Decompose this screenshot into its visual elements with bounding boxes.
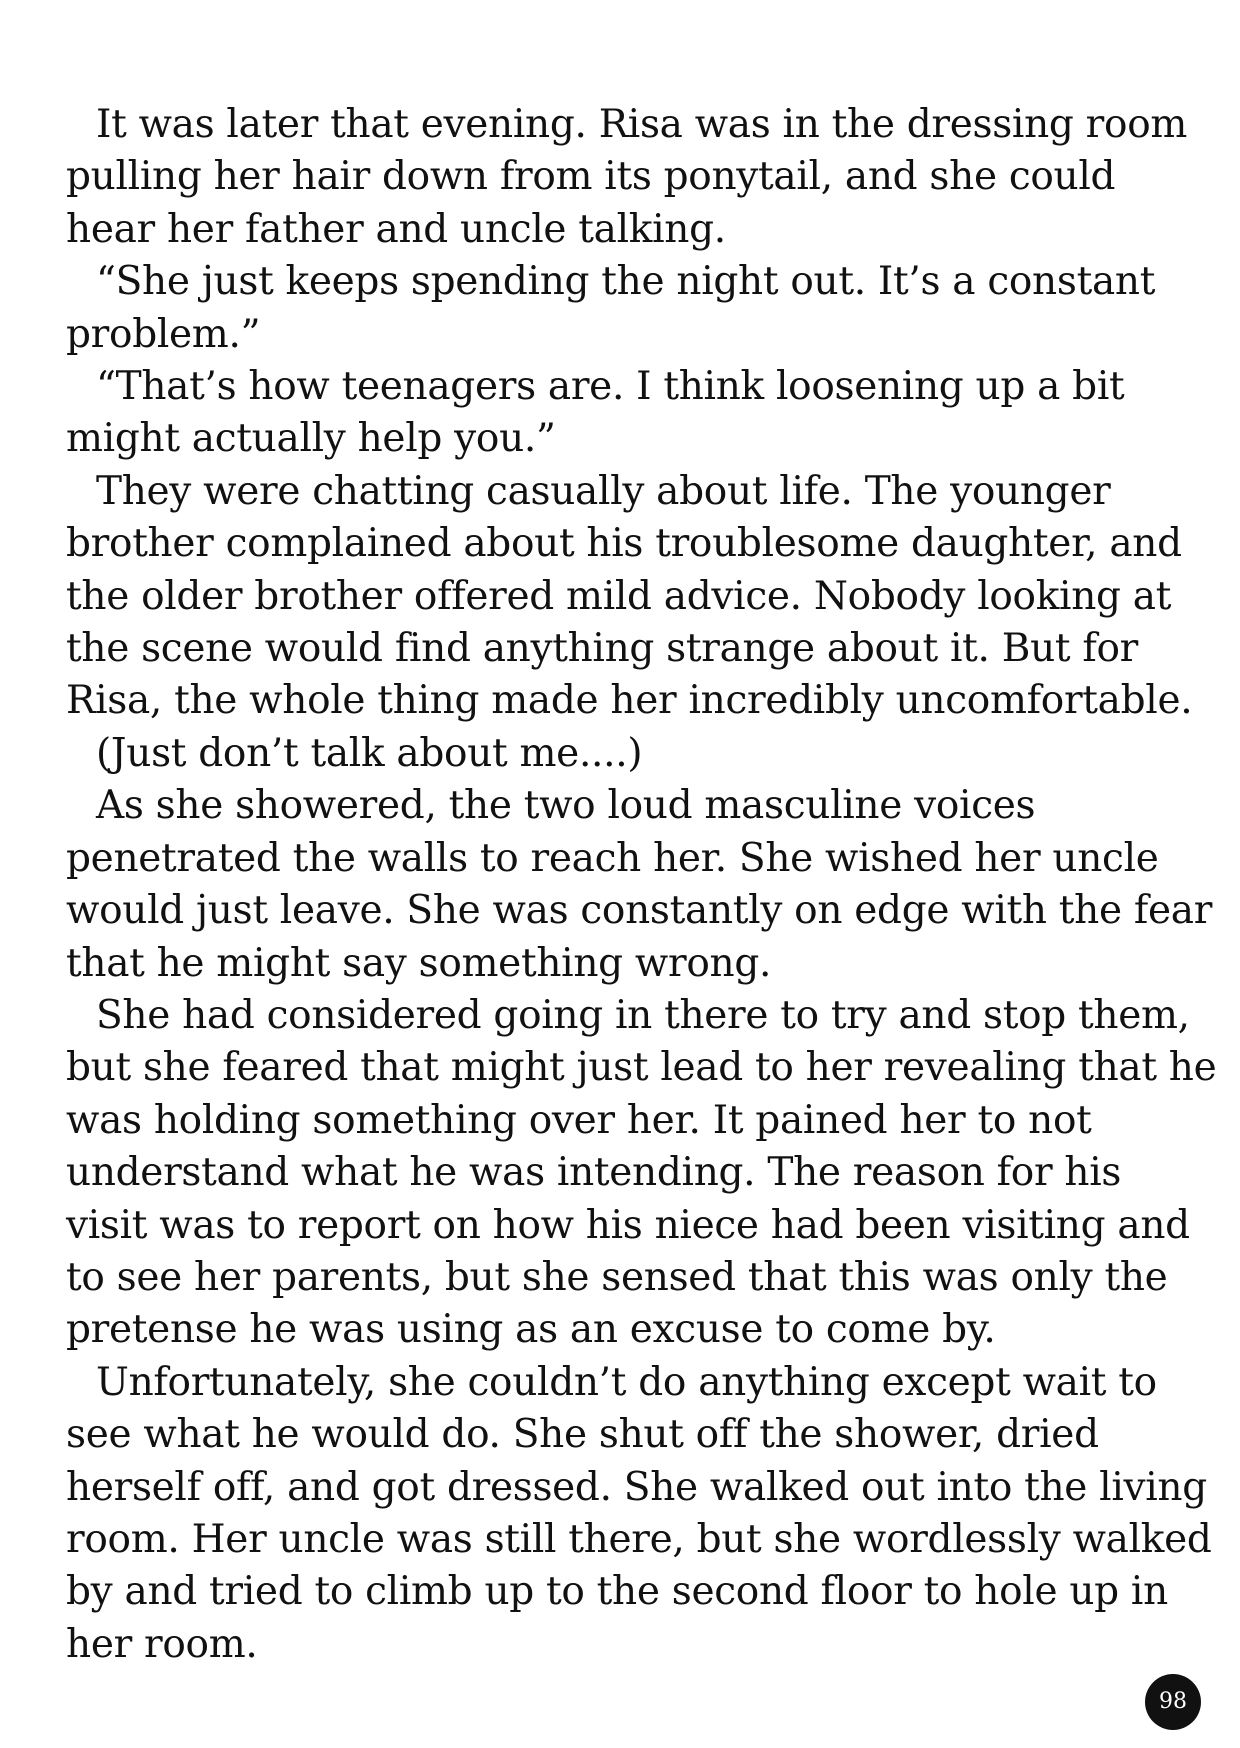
text-line: that he might say something wrong. (66, 940, 772, 986)
text-line: was holding something over her. It pained her to not (66, 1097, 1092, 1143)
text-line: problem.” (66, 311, 261, 357)
text-line: might actually help you.” (66, 416, 556, 462)
text-line: the scene would find anything strange about it. But for (66, 626, 1139, 672)
text-line: Risa, the whole thing made her incredibly uncomfortable. (66, 678, 1193, 724)
text-line: see what he would do. She shut off the shower, dried (66, 1412, 1099, 1458)
text-line: her room. (66, 1621, 258, 1667)
text-line: pretense he was using as an excuse to come by. (66, 1307, 996, 1353)
text-line: herself off, and got dressed. She walked out into the living (66, 1464, 1207, 1510)
page-number-badge: 98 (1145, 1674, 1201, 1730)
text-line: It was later that evening. Risa was in the dressing room (96, 102, 1188, 147)
text-line: pulling her hair down from its ponytail, and she could (66, 154, 1116, 200)
text-line: As she showered, the two loud masculine voices (96, 783, 1036, 829)
text-line: brother complained about his troublesome daughter, and (66, 521, 1182, 567)
text-line: “She just keeps spending the night out. It’s a constant (96, 259, 1156, 305)
text-line: but she feared that might just lead to her revealing that he (66, 1045, 1217, 1091)
text-line: room. Her uncle was still there, but she wordlessly walked (66, 1516, 1212, 1562)
text-line: She had considered going in there to try and stop them, (96, 992, 1190, 1038)
text-line: (Just don’t talk about me....) (96, 730, 643, 776)
text-line: by and tried to climb up to the second floor to hole up in (66, 1569, 1168, 1615)
text-line: would just leave. She was constantly on edge with the fear (66, 888, 1213, 934)
text-line: “That’s how teenagers are. I think loosening up a bit (96, 364, 1125, 410)
text-line: understand what he was intending. The reason for his (66, 1150, 1122, 1196)
text-line: penetrated the walls to reach her. She wished her uncle (66, 835, 1159, 881)
text-line: hear her father and uncle talking. (66, 206, 726, 252)
body-text (66, 99, 1217, 1671)
text-line: the older brother offered mild advice. Nobody looking at (66, 573, 1172, 619)
text-line: Unfortunately, she couldn’t do anything except wait to (96, 1359, 1157, 1405)
text-line: They were chatting casually about life. The younger (96, 468, 1111, 514)
text-line: visit was to report on how his niece had been visiting and (66, 1202, 1190, 1248)
text-line: to see her parents, but she sensed that this was only the (66, 1254, 1168, 1300)
